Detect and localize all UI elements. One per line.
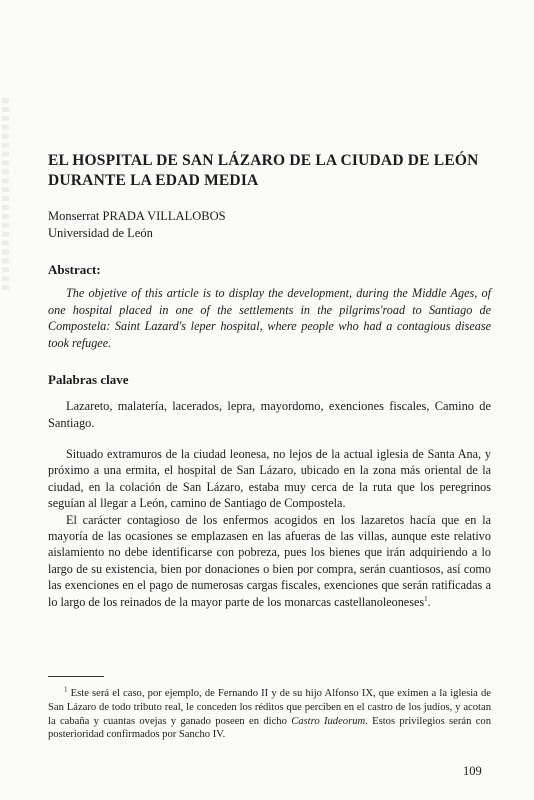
footnote-text-end: . Estos privilegios serán con posterioridad confirmados por Sancho IV. <box>48 715 491 741</box>
page-number: 109 <box>463 764 482 778</box>
abstract-heading: Abstract: <box>48 262 101 277</box>
author-name: Monserrat PRADA VILLALOBOS <box>48 209 226 223</box>
article-body <box>48 446 491 610</box>
keywords-text: Lazareto, malatería, lacerados, lepra, mayordomo, exenciones fiscales, Camino de Santiago. <box>48 399 491 430</box>
author-affiliation: Universidad de León <box>48 226 153 240</box>
abstract-text: The objetive of this article is to display the development, during the Middle Ages, of one hospital placed in one of the settlements in the pilgrims'road to Santiago de Compostela: Saint Lazard's leper hospital, where people who had a contagious disease took refugee. <box>48 286 491 350</box>
body-paragraph-2-text: El carácter contagioso de los enfermos acogidos en los lazaretos hacía que en la mayoría de las ocasiones se emplazasen en las afueras de las villas, aunque este relativo aislamiento no debe identificarse con pobreza, pues los bienes que irán adquiriendo a lo largo de su existencia, bien por donaciones o bien por compra, serán cuantiosos, así como las exenciones en el pago de numerosas cargas fiscales, exenciones que serán ratificadas a lo largo de los reinados de la mayor parte de los monarcas castellanoleoneses <box>48 512 491 609</box>
footnote <box>48 687 491 742</box>
footnote-reference[interactable]: 1 <box>424 594 428 603</box>
body-paragraph-1: Situado extramuros de la ciudad leonesa, no lejos de la actual iglesia de Santa Ana, y próximo a una ermita, el hospital de San Lázaro, ubicado en la zona más oriental de la ciudad, en la colación de San Lázaro, estaba muy cerca de la ruta que los peregrinos seguían al llegar a León, camino de Santiago de Compostela. <box>48 447 491 511</box>
footnote-italic-term: Castro Iudeorum <box>291 715 366 727</box>
keywords-heading: Palabras clave <box>48 372 129 387</box>
author-block <box>48 208 226 242</box>
footnote-marker: 1 <box>64 685 68 694</box>
body-paragraph-2: El carácter contagioso de los enfermos acogidos en los lazaretos hacía que en la mayoría de las ocasiones se emplazasen en las afueras de las villas, aunque este relativo aislamiento no debe identificarse con pobreza, pues los bienes que irán adquiriendo a lo largo de su existencia, bien por donaciones o bien por compra, serán cuantiosos, así como las exenciones en el pago de numerosas cargas fiscales, exenciones que serán ratificadas a lo largo de los reinados de la mayor parte de los monarcas castellanoleoneses$^1$. <box>48 512 491 609</box>
article-title: EL HOSPITAL DE SAN LÁZARO DE LA CIUDAD DE LEÓN DURANTE LA EDAD MEDIA <box>48 152 479 189</box>
footnote-divider <box>48 676 104 677</box>
margin-scan-artifact: ▒ ▒ ▒ ▒ ▒ ▒ ▒ ▒ ▒ ▒ ▒ ▒ ▒ ▒ ▒ ▒ ▒ ▒ ▒ ▒ ▒ ▒ <box>2 97 9 290</box>
footnote-text-start: Este será el caso, por ejemplo, de Fernando II y de su hijo Alfonso IX, que eximen a la iglesia de San Lázaro de todo tributo real, le conceden los réditos que perciben en el castro de los judíos, y acotan la cabaña y cuantas ovejas y ganado poseen en dicho <box>48 688 492 727</box>
